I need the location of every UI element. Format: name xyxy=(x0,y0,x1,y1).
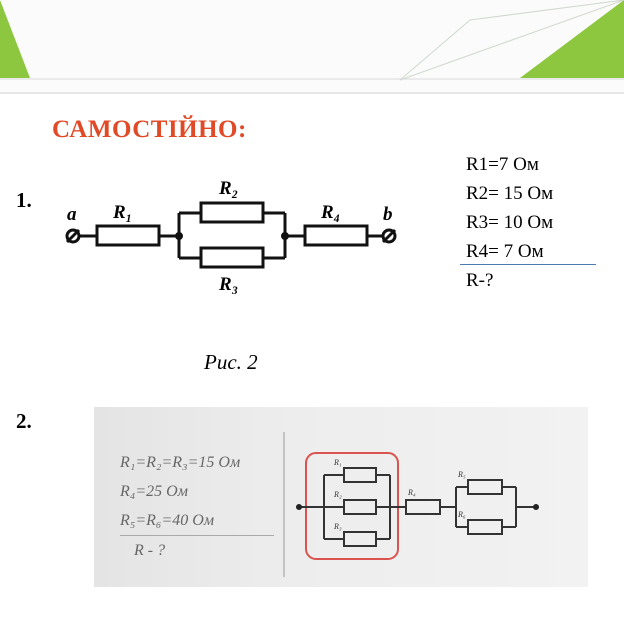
resistor-r2 xyxy=(201,203,263,222)
terminal-a-label: a xyxy=(67,204,77,225)
resistor-r1 xyxy=(344,468,376,482)
problem-1-given xyxy=(466,150,553,295)
header-divider xyxy=(0,92,624,94)
find-r: R - ? xyxy=(120,535,274,565)
given-find-separator xyxy=(460,264,596,265)
header-band xyxy=(0,0,624,92)
problem-2-number: 2. xyxy=(16,409,32,433)
resistor-r4 xyxy=(406,500,440,514)
r2-label: R₂ xyxy=(334,490,342,499)
given-r2: R2= 15 Ом xyxy=(466,183,554,204)
r2-label: R₂ xyxy=(219,178,239,199)
given-r4: R4= 7 Ом xyxy=(466,241,544,262)
r6-label: R₆ xyxy=(458,510,466,519)
problem-1-number: 1. xyxy=(16,188,32,212)
r4-label: R₄ xyxy=(408,488,416,497)
r5-label: R₅ xyxy=(458,470,466,479)
resistor-r6 xyxy=(468,520,502,534)
decorative-header-shapes xyxy=(0,0,624,92)
slide-title: САМОСТІЙНО: xyxy=(52,116,247,143)
resistor-r4 xyxy=(305,226,367,245)
given-r3: R3= 10 Ом xyxy=(466,212,554,233)
terminal-left-icon xyxy=(296,504,302,510)
terminal-right-icon xyxy=(533,504,539,510)
r1-label: R₁ xyxy=(113,202,133,223)
r3-label: R₃ xyxy=(219,274,239,295)
given-r1: R1=7 Ом xyxy=(466,154,539,175)
r3-label: R₃ xyxy=(334,522,342,531)
resistor-r3 xyxy=(344,532,376,546)
terminal-b-label: b xyxy=(383,204,393,225)
circuit-diagram-1 xyxy=(55,168,415,298)
given-r1-r2-r3: R₁=R₂=R₃=15 Ом xyxy=(120,454,241,471)
resistor-r2 xyxy=(344,500,376,514)
resistor-r3 xyxy=(201,248,263,267)
circuit-diagram-2 xyxy=(94,407,588,587)
given-r4: R₄=25 Ом xyxy=(120,483,188,500)
find-r: R-? xyxy=(466,270,494,291)
resistor-r1 xyxy=(97,226,159,245)
figure-caption: Рис. 2 xyxy=(204,350,258,374)
r1-label: R₁ xyxy=(334,458,342,467)
r4-label: R₄ xyxy=(321,202,341,223)
resistor-r5 xyxy=(468,480,502,494)
given-r5-r6: R₅=R₆=40 Ом xyxy=(120,512,215,529)
green-accent-left xyxy=(0,0,30,78)
